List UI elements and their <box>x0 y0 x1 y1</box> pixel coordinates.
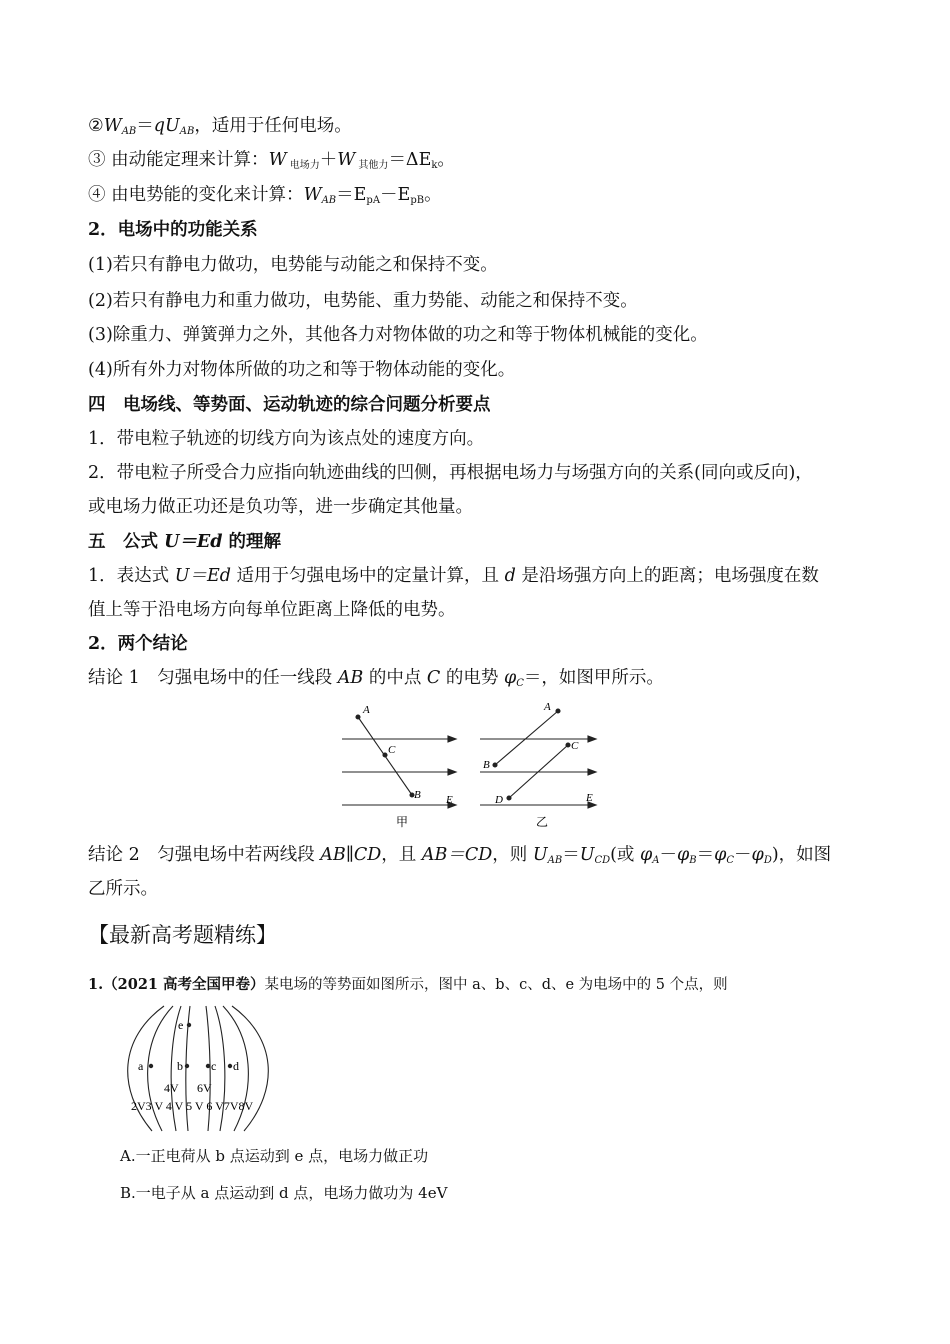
section-heading-2: 2．电场中的功能关系 <box>88 220 258 240</box>
paragraph-1: (1)若只有静电力做功，电势能与动能之和保持不变。 <box>88 255 498 275</box>
equipotential-figure <box>118 1003 278 1133</box>
paragraph-3: (3)除重力、弹簧弹力之外，其他各力对物体做的功之和等于物体机械能的变化。 <box>88 325 708 345</box>
point-a: a <box>138 1059 144 1073</box>
formula-line-3: ③ 由动能定理来计算：W $_{电场力}$＋W $_{其他力}=\Delta E_k$。 <box>88 150 455 171</box>
label-4v: 4V <box>164 1081 179 1095</box>
fig1-label-A: A <box>363 704 370 716</box>
label-6v: 6V <box>197 1081 212 1095</box>
paragraph-4: (4)所有外力对物体所做的功之和等于物体动能的变化。 <box>88 360 516 380</box>
label-potentials-row: 2V3 V 4 V 5 V 6 V7V8V <box>131 1099 254 1113</box>
paragraph-7-cont: 值上等于沿电场方向每单位距离上降低的电势。 <box>88 600 456 620</box>
fig2-label-D: D <box>495 794 503 806</box>
conclusion-2-cont: 乙所示。 <box>88 879 158 899</box>
question-1: 1.（2021 高考全国甲卷）某电场的等势面如图所示，图中 a、b、c、d、e 为电场中的 5 个点，则 <box>88 976 728 993</box>
point-c: c <box>211 1059 217 1073</box>
fig2-label-A: A <box>544 701 551 713</box>
paragraph-6: 2．带电粒子所受合力应指向轨迹曲线的凹侧，再根据电场力与场强方向的关系(同向或反向)， <box>88 463 813 483</box>
option-b[interactable]: B.一电子从 a 点运动到 d 点，电场力做功为 4eV <box>120 1184 448 1202</box>
conclusion-1: 结论 1 匀强电场中的任一线段 AB 的中点 C 的电势 $\varphi_C=$，如图甲所示。 <box>88 668 664 689</box>
option-a[interactable]: A.一正电荷从 b 点运动到 e 点，电场力做正功 <box>120 1147 429 1165</box>
formula-line-2: $②W_{AB}=qU_{AB}$，适用于任何电场。 <box>88 116 352 137</box>
paragraph-5: 1．带电粒子轨迹的切线方向为该点处的速度方向。 <box>88 429 485 449</box>
point-e: e <box>178 1018 184 1032</box>
paragraph-7: 1．表达式 U＝Ed 适用于匀强电场中的定量计算，且 d 是沿场强方向上的距离；电场强度在数 <box>88 566 819 586</box>
formula-line-4: ④ 由电势能的变化来计算：$W_{AB}=E_{pA}-E_{pB}$。 <box>88 185 442 206</box>
point-d: d <box>233 1059 239 1073</box>
fig1-label-E: E <box>446 794 453 806</box>
fig2-label-C: C <box>571 740 579 752</box>
fig2-caption: 乙 <box>536 815 549 829</box>
exam-section-title: 【最新高考题精练】 <box>88 923 277 947</box>
fig1-label-C: C <box>388 744 396 756</box>
paragraph-2: (2)若只有静电力和重力做功，电势能、重力势能、动能之和保持不变。 <box>88 291 638 311</box>
sub-heading-two-conclusions: 2．两个结论 <box>88 634 188 654</box>
section-heading-5: 五 公式 U＝Ed 的理解 <box>88 532 282 552</box>
fig2-label-E: E <box>586 792 593 804</box>
fig1-label-B: B <box>414 789 421 801</box>
section-heading-4: 四 电场线、等势面、运动轨迹的综合问题分析要点 <box>88 395 491 415</box>
conclusion-2: 结论 2 匀强电场中若两线段 AB∥CD，且 AB＝CD，则 $U_{AB}=U_{CD}$(或 $\varphi_A-\varphi_B=\varphi_C-\varphi_D$)，如图 <box>88 845 832 866</box>
uniform-field-figures <box>330 695 620 830</box>
point-b: b <box>177 1059 183 1073</box>
fig2-label-B: B <box>483 759 490 771</box>
figure-jia <box>342 715 456 808</box>
paragraph-6-cont: 或电场力做正功还是负功等，进一步确定其他量。 <box>88 497 473 517</box>
fig1-caption: 甲 <box>396 815 409 829</box>
